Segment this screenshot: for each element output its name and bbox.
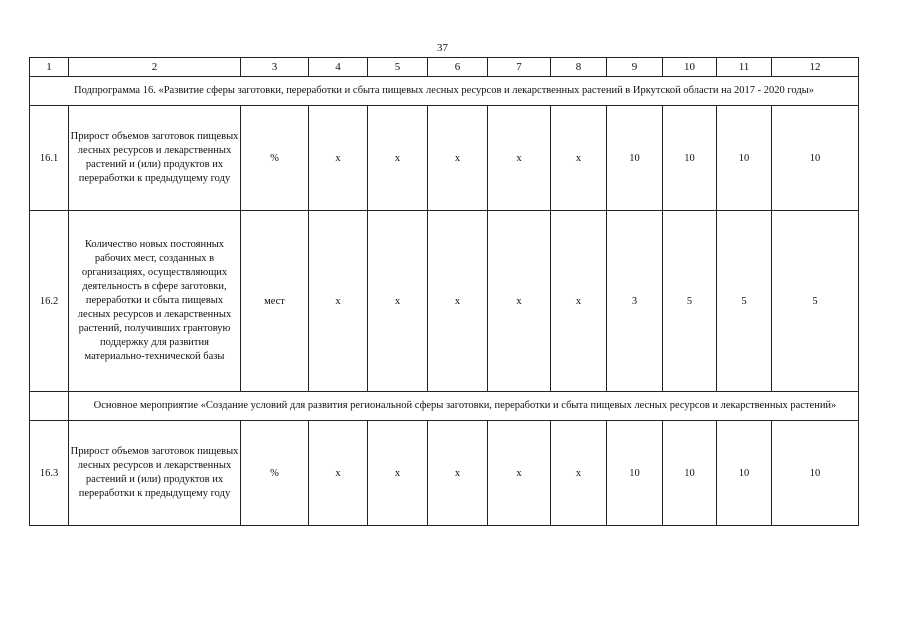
value-cell: х [488, 106, 551, 211]
value-cell: 10 [717, 421, 772, 526]
value-cell: 10 [607, 421, 663, 526]
header-cell: 4 [309, 58, 368, 77]
value-cell: х [428, 106, 488, 211]
value-cell: 5 [663, 211, 717, 392]
main-activity-row [30, 392, 859, 421]
table-row [30, 106, 859, 211]
value-cell: х [368, 106, 428, 211]
value-cell: х [551, 211, 607, 392]
header-cell: 2 [69, 58, 241, 77]
indicator-name: Количество новых постоянных рабочих мест, созданных в организациях, осуществляющих деятельность в сфере заготовки, переработки и сбыта пищевых лесных ресурсов и лекарственных растений, получивших грантовую поддержку для развития материально-технической базы [69, 211, 241, 392]
row-number: 16.2 [30, 211, 69, 392]
empty-cell [30, 392, 69, 421]
header-cell: 6 [428, 58, 488, 77]
value-cell: 10 [717, 106, 772, 211]
value-cell: 5 [772, 211, 859, 392]
value-cell: х [309, 106, 368, 211]
header-cell: 9 [607, 58, 663, 77]
indicators-table [29, 57, 859, 526]
subprogram-title: Подпрограмма 16. «Развитие сферы заготовки, переработки и сбыта пищевых лесных ресурсов и лекарственных растений в Иркутской области на 2017 - 2020 годы» [30, 77, 859, 106]
value-cell: х [309, 421, 368, 526]
header-cell: 8 [551, 58, 607, 77]
header-cell: 1 [30, 58, 69, 77]
table-row [30, 211, 859, 392]
indicator-name: Прирост объемов заготовок пищевых лесных ресурсов и лекарственных растений и (или) продуктов их переработки к предыдущему году [69, 106, 241, 211]
table-row [30, 421, 859, 526]
value-cell: х [551, 421, 607, 526]
value-cell: х [368, 421, 428, 526]
value-cell: 10 [772, 421, 859, 526]
header-cell: 12 [772, 58, 859, 77]
value-cell: 10 [772, 106, 859, 211]
main-activity-title: Основное мероприятие «Создание условий для развития региональной сферы заготовки, переработки и сбыта пищевых лесных ресурсов и лекарственных растений» [69, 392, 859, 421]
header-cell: 10 [663, 58, 717, 77]
value-cell: х [551, 106, 607, 211]
header-cell: 3 [241, 58, 309, 77]
unit-cell: % [241, 106, 309, 211]
subprogram-row [30, 77, 859, 106]
value-cell: х [309, 211, 368, 392]
value-cell: 10 [663, 106, 717, 211]
row-number: 16.1 [30, 106, 69, 211]
value-cell: х [428, 421, 488, 526]
unit-cell: мест [241, 211, 309, 392]
header-cell: 11 [717, 58, 772, 77]
page-number: 37 [437, 42, 448, 54]
value-cell: х [428, 211, 488, 392]
header-cell: 5 [368, 58, 428, 77]
value-cell: х [488, 421, 551, 526]
value-cell: 10 [607, 106, 663, 211]
value-cell: х [488, 211, 551, 392]
value-cell: 3 [607, 211, 663, 392]
value-cell: 5 [717, 211, 772, 392]
header-row [30, 58, 859, 77]
indicator-name: Прирост объемов заготовок пищевых лесных ресурсов и лекарственных растений и (или) продуктов их переработки к предыдущему году [69, 421, 241, 526]
row-number: 16.3 [30, 421, 69, 526]
value-cell: х [368, 211, 428, 392]
header-cell: 7 [488, 58, 551, 77]
unit-cell: % [241, 421, 309, 526]
value-cell: 10 [663, 421, 717, 526]
